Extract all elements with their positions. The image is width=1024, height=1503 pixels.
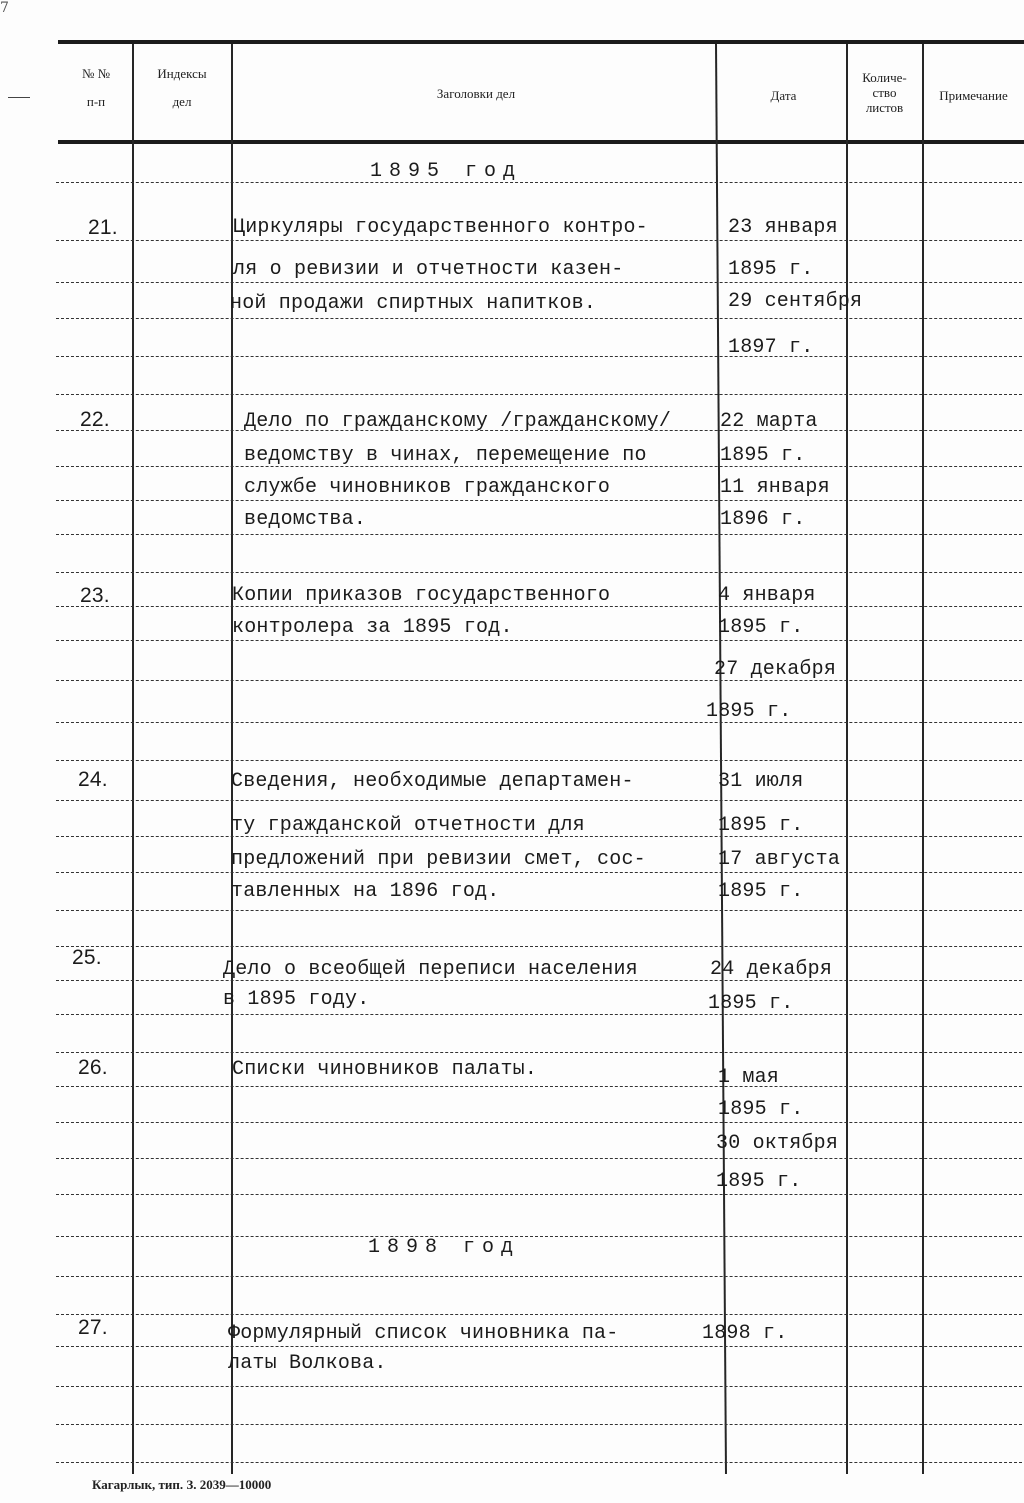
column-divider-number [132, 44, 134, 1474]
header-note: Примечание [939, 88, 1008, 103]
entry-date-line: 27 декабря [714, 658, 837, 681]
entry-date-line: 23 января [728, 216, 838, 239]
form-rule-line [56, 1462, 1022, 1463]
entry-title-line: тавленных на 1896 год. [231, 880, 500, 903]
entry-title-line: Списки чиновников палаты. [232, 1058, 538, 1081]
printer-imprint: Кагарлык, тип. З. 2039—10000 [92, 1477, 272, 1492]
entry-title-line: в 1895 году. [223, 988, 370, 1011]
entry-date-line: 11 января [720, 476, 830, 499]
entry-number: 23. [80, 584, 110, 607]
form-rule-line [56, 1236, 1022, 1237]
form-rule-line [56, 500, 1022, 501]
column-divider-title [715, 44, 726, 1474]
entry-title-line: ведомству в чинах, перемещение по [244, 444, 647, 467]
form-rule-line [56, 534, 1022, 535]
form-rule-line [56, 1158, 1022, 1159]
entry-title-line: Дело о всеобщей переписи населения [223, 958, 638, 981]
entry-date-line: 1895 г. [720, 444, 806, 467]
form-rule-line [56, 572, 1022, 573]
form-rule-line [56, 394, 1022, 395]
entry-number: 24. [78, 768, 108, 791]
entry-date-line: 1895 г. [708, 992, 794, 1015]
form-rule-line [56, 1086, 1022, 1087]
form-rule-line [56, 760, 1022, 761]
entry-date-line: 1895 г. [706, 700, 792, 723]
entry-number: 22. [80, 408, 110, 431]
form-rule-line [56, 1052, 1022, 1053]
form-rule-line [56, 910, 1022, 911]
form-rule-line [56, 1194, 1022, 1195]
year-heading-1898: 1898 год [368, 1236, 521, 1259]
form-rule-line [56, 800, 1022, 801]
entry-date-line: 1896 г. [720, 508, 806, 531]
header-number [60, 66, 132, 110]
header-sheets-line3: листов [865, 100, 904, 115]
form-rule-line [56, 318, 1022, 319]
form-rule-line [56, 182, 1022, 183]
header-number-line2: п-п [86, 94, 106, 109]
entry-title-line: Дело по гражданскому /гражданскому/ [244, 410, 672, 433]
form-rule-line [56, 240, 1022, 241]
form-rule-line [56, 680, 1022, 681]
entry-number: 26. [78, 1056, 108, 1079]
entry-title-line: латы Волкова. [228, 1352, 387, 1375]
entry-title-line: ведомства. [244, 508, 367, 531]
entry-date-line: 1895 г. [718, 616, 804, 639]
header-bottom-rule [58, 140, 1024, 144]
header-index-line1: Индексы [157, 66, 207, 81]
form-rule-line [56, 1314, 1022, 1315]
header-title: Заголовки дел [436, 86, 516, 101]
entry-date-line: 22 марта [720, 410, 818, 433]
entry-date-line: 24 декабря [710, 958, 833, 981]
form-rule-line [56, 1122, 1022, 1123]
entry-number: 25. [72, 946, 102, 969]
header-date: Дата [770, 88, 797, 103]
entry-title-line: Формулярный список чиновника па- [228, 1322, 619, 1345]
header-index-line2: дел [172, 94, 192, 109]
entry-date-line: 1895 г. [728, 258, 814, 281]
entry-date-line: 1895 г. [718, 1098, 804, 1121]
header-index [133, 66, 231, 110]
entry-date-line: 1895 г. [718, 814, 804, 837]
entry-title-line: Циркуляры государственного контро- [233, 216, 648, 239]
margin-tick [8, 97, 30, 98]
form-rule-line [56, 1276, 1022, 1277]
form-rule-line [56, 1386, 1022, 1387]
entry-title-line: ной продажи спиртных напитков. [230, 292, 597, 315]
form-rule-line [56, 1014, 1022, 1015]
header-top-rule [58, 40, 1024, 44]
form-rule-line [56, 722, 1022, 723]
entry-date-line: 1895 г. [718, 880, 804, 903]
entry-title-line: ля о ревизии и отчетности казен- [233, 258, 624, 281]
entry-title-line: предложений при ревизии смет, сос- [231, 848, 646, 871]
entry-date-line: 1897 г. [728, 336, 814, 359]
entry-date-line: 1 мая [718, 1066, 780, 1089]
entry-number: 21. [88, 216, 118, 239]
column-divider-sheets [922, 44, 924, 1474]
form-rule-line [56, 640, 1022, 641]
column-divider-date [846, 44, 848, 1474]
entry-number: 27. [78, 1316, 108, 1339]
form-rule-line [56, 872, 1022, 873]
entry-title-line: Сведения, необходимые департамен- [231, 770, 634, 793]
entry-date-line: 4 января [718, 584, 816, 607]
entry-title-line: ту гражданской отчетности для [231, 814, 585, 837]
entry-title-line: контролера за 1895 год. [232, 616, 513, 639]
header-sheets [847, 70, 922, 115]
header-sheets-line1: Количе- [862, 70, 907, 85]
form-rule-line [56, 1346, 1022, 1347]
entry-title-line: Копии приказов государственного [232, 584, 611, 607]
form-rule-line [56, 946, 1022, 947]
page-mark: 7 [0, 0, 9, 16]
header-sheets-line2: ство [872, 85, 897, 100]
form-rule-line [56, 356, 1022, 357]
form-rule-line [56, 282, 1022, 283]
form-rule-line [56, 1424, 1022, 1425]
header-number-line1: № № [81, 66, 111, 81]
entry-date-line: 17 августа [718, 848, 841, 871]
entry-title-line: службе чиновников гражданского [244, 476, 611, 499]
entry-date-line: 30 октября [716, 1132, 839, 1155]
entry-date-line: 1895 г. [716, 1170, 802, 1193]
year-heading-1895: 1895 год [370, 160, 523, 183]
entry-date-line: 29 сентября [728, 290, 863, 313]
entry-date-line: 31 июля [718, 770, 804, 793]
entry-date-line: 1898 г. [702, 1322, 788, 1345]
